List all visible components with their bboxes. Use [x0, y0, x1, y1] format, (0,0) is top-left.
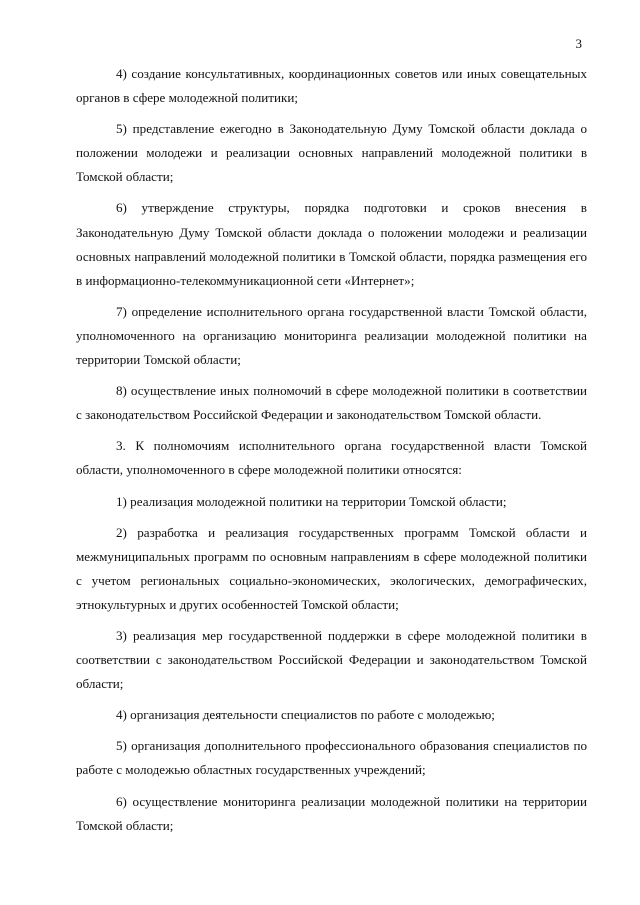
- paragraph-item-6-monitoring: 6) осуществление мониторинга реализации молодежной политики на территории Томской области;: [76, 793, 587, 833]
- paragraph-item-5-annual-report: 5) представление ежегодно в Законодательную Думу Томской области доклада о положении молодежи и реализации основных направлений молодежной политики в Томской области;: [76, 121, 587, 185]
- paragraph-item-3-state-support: 3) реализация мер государственной поддержки в сфере молодежной политики в соответствии с законодательством Российской Федерации и законодательством Томской области;: [76, 627, 587, 692]
- paragraph-item-6-report-procedure: 6) утверждение структуры, порядка подготовки и сроков внесения в Законодательную Думу Томской области доклада о положении молодежи и реализации основных направлений молодежной политики в Томской области, порядка размещения его в информационно-телекоммуникационной сети «Интернет»;: [76, 200, 587, 288]
- paragraph-item-5-professional-education: 5) организация дополнительного профессионального образования специалистов по работе с молодежью областных государственных учреждений;: [76, 738, 587, 778]
- paragraph-item-7-monitoring-body: 7) определение исполнительного органа государственной власти Томской области, уполномоченного на организацию мониторинга реализации молодежной политики на территории Томской области;: [76, 303, 587, 368]
- document-body: [76, 62, 587, 845]
- paragraph-item-4-specialists: 4) организация деятельности специалистов по работе с молодежью;: [116, 707, 495, 723]
- paragraph-item-2-programs: 2) разработка и реализация государственных программ Томской области и межмуниципальных программ по основным направлениям в сфере молодежной политики с учетом региональных социально-экономических, экологических, демографических, этнокультурных и других особенностей Томской области;: [76, 524, 587, 612]
- paragraph-item-4-advisory-councils: 4) создание консультативных, координационных советов или иных совещательных органов в сфере молодежной политики;: [76, 66, 587, 106]
- page-number: 3: [575, 36, 582, 51]
- paragraph-item-1-implementation: 1) реализация молодежной политики на территории Томской области;: [116, 493, 507, 509]
- paragraph-section-3-intro: 3. К полномочиям исполнительного органа государственной власти Томской области, уполномоченного в сфере молодежной политики относятся:: [76, 438, 587, 478]
- paragraph-item-8-other-powers: 8) осуществление иных полномочий в сфере молодежной политики в соответствии с законодательством Российской Федерации и законодательством Томской области.: [76, 383, 587, 423]
